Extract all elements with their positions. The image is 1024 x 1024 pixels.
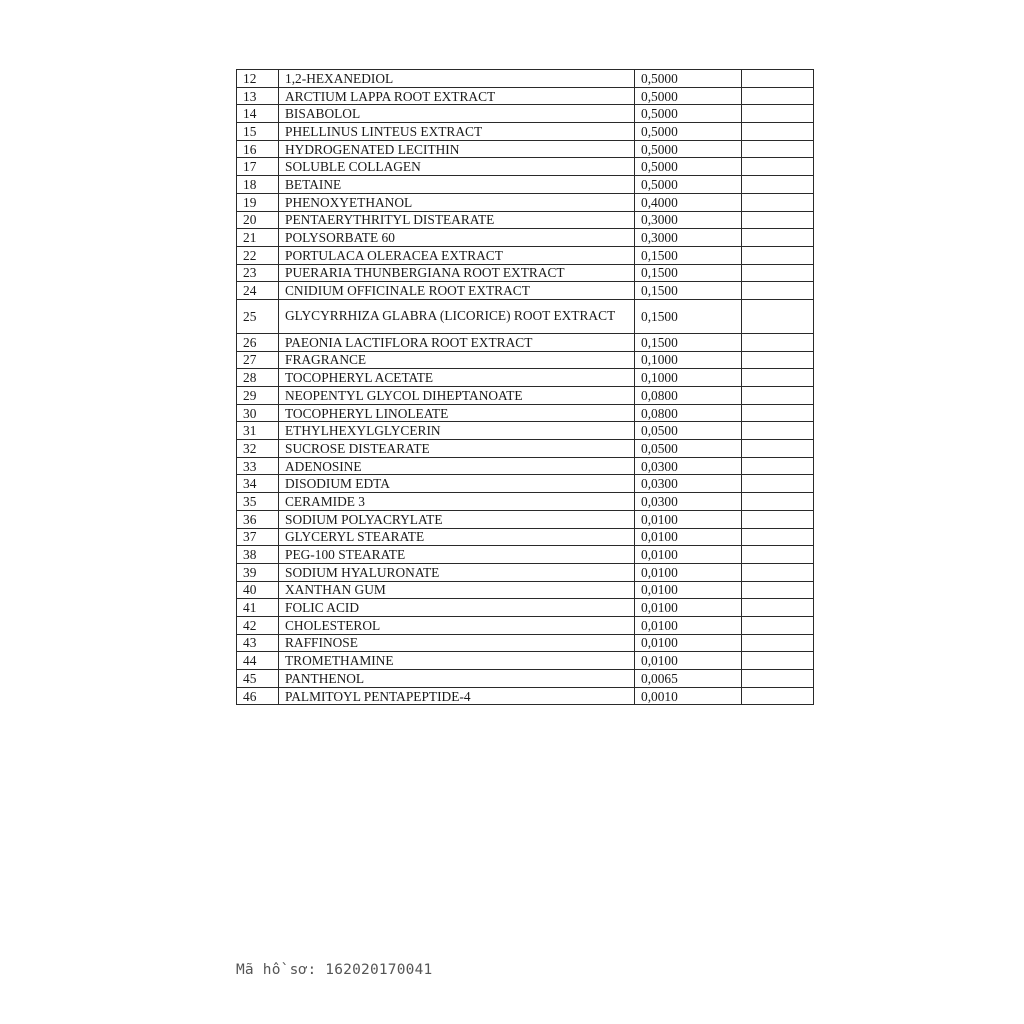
row-number-cell: 46: [237, 687, 279, 705]
amount-cell: 0,1500: [635, 264, 742, 282]
empty-cell: [742, 282, 814, 300]
amount-cell: 0,0100: [635, 616, 742, 634]
empty-cell: [742, 193, 814, 211]
amount-cell: 0,0100: [635, 546, 742, 564]
ingredients-table: [236, 69, 814, 705]
ingredient-name-cell: FOLIC ACID: [279, 599, 635, 617]
row-number-cell: 38: [237, 546, 279, 564]
amount-cell: 0,0100: [635, 563, 742, 581]
row-number-cell: 36: [237, 510, 279, 528]
empty-cell: [742, 457, 814, 475]
amount-cell: 0,5000: [635, 158, 742, 176]
ingredient-name-cell: PANTHENOL: [279, 670, 635, 688]
row-number-cell: 26: [237, 333, 279, 351]
ingredient-name-cell: CNIDIUM OFFICINALE ROOT EXTRACT: [279, 282, 635, 300]
amount-cell: 0,0065: [635, 670, 742, 688]
row-number-cell: 28: [237, 369, 279, 387]
table-row: [237, 264, 814, 282]
empty-cell: [742, 70, 814, 88]
empty-cell: [742, 616, 814, 634]
amount-cell: 0,5000: [635, 123, 742, 141]
row-number-cell: 13: [237, 87, 279, 105]
table-row: [237, 493, 814, 511]
table-row: [237, 634, 814, 652]
amount-cell: 0,0010: [635, 687, 742, 705]
row-number-cell: 45: [237, 670, 279, 688]
row-number-cell: 15: [237, 123, 279, 141]
ingredient-name-cell: SODIUM HYALURONATE: [279, 563, 635, 581]
amount-cell: 0,1000: [635, 351, 742, 369]
row-number-cell: 42: [237, 616, 279, 634]
empty-cell: [742, 369, 814, 387]
ingredient-name-cell: CERAMIDE 3: [279, 493, 635, 511]
amount-cell: 0,5000: [635, 70, 742, 88]
ingredient-name-cell: SOLUBLE COLLAGEN: [279, 158, 635, 176]
table-row: [237, 652, 814, 670]
amount-cell: 0,1500: [635, 282, 742, 300]
amount-cell: 0,4000: [635, 193, 742, 211]
empty-cell: [742, 404, 814, 422]
ingredient-name-cell: PORTULACA OLERACEA EXTRACT: [279, 246, 635, 264]
row-number-cell: 23: [237, 264, 279, 282]
ingredient-name-cell: TOCOPHERYL ACETATE: [279, 369, 635, 387]
row-number-cell: 25: [237, 299, 279, 333]
empty-cell: [742, 493, 814, 511]
amount-cell: 0,0300: [635, 493, 742, 511]
amount-cell: 0,0100: [635, 599, 742, 617]
empty-cell: [742, 246, 814, 264]
empty-cell: [742, 510, 814, 528]
empty-cell: [742, 333, 814, 351]
row-number-cell: 29: [237, 387, 279, 405]
table-row: [237, 528, 814, 546]
row-number-cell: 14: [237, 105, 279, 123]
row-number-cell: 37: [237, 528, 279, 546]
amount-cell: 0,3000: [635, 211, 742, 229]
ingredient-name-cell: SODIUM POLYACRYLATE: [279, 510, 635, 528]
ingredient-name-cell: ARCTIUM LAPPA ROOT EXTRACT: [279, 87, 635, 105]
empty-cell: [742, 299, 814, 333]
ingredient-name-cell: RAFFINOSE: [279, 634, 635, 652]
row-number-cell: 40: [237, 581, 279, 599]
row-number-cell: 16: [237, 140, 279, 158]
table-row: [237, 687, 814, 705]
amount-cell: 0,0300: [635, 475, 742, 493]
table-row: [237, 140, 814, 158]
row-number-cell: 20: [237, 211, 279, 229]
ingredient-name-cell: PUERARIA THUNBERGIANA ROOT EXTRACT: [279, 264, 635, 282]
empty-cell: [742, 158, 814, 176]
amount-cell: 0,5000: [635, 105, 742, 123]
empty-cell: [742, 387, 814, 405]
empty-cell: [742, 528, 814, 546]
ingredient-name-cell: FRAGRANCE: [279, 351, 635, 369]
amount-cell: 0,5000: [635, 87, 742, 105]
ingredient-name-cell: PAEONIA LACTIFLORA ROOT EXTRACT: [279, 333, 635, 351]
ingredient-name-cell: PENTAERYTHRITYL DISTEARATE: [279, 211, 635, 229]
table-row: [237, 546, 814, 564]
amount-cell: 0,0500: [635, 422, 742, 440]
ingredient-name-cell: PHENOXYETHANOL: [279, 193, 635, 211]
amount-cell: 0,1500: [635, 333, 742, 351]
amount-cell: 0,0800: [635, 387, 742, 405]
table-row: [237, 510, 814, 528]
amount-cell: 0,0100: [635, 581, 742, 599]
empty-cell: [742, 581, 814, 599]
table-row: [237, 333, 814, 351]
ingredient-name-cell: NEOPENTYL GLYCOL DIHEPTANOATE: [279, 387, 635, 405]
table-row: [237, 176, 814, 194]
row-number-cell: 44: [237, 652, 279, 670]
table-row: [237, 87, 814, 105]
table-body: [237, 70, 814, 705]
empty-cell: [742, 351, 814, 369]
table-row: [237, 440, 814, 458]
empty-cell: [742, 670, 814, 688]
ingredient-name-cell: TOCOPHERYL LINOLEATE: [279, 404, 635, 422]
ingredient-name-cell: XANTHAN GUM: [279, 581, 635, 599]
table-row: [237, 351, 814, 369]
table-row: [237, 158, 814, 176]
row-number-cell: 21: [237, 229, 279, 247]
amount-cell: 0,5000: [635, 140, 742, 158]
table-row: [237, 105, 814, 123]
ingredient-name-cell: DISODIUM EDTA: [279, 475, 635, 493]
amount-cell: 0,1500: [635, 246, 742, 264]
amount-cell: 0,0800: [635, 404, 742, 422]
empty-cell: [742, 229, 814, 247]
row-number-cell: 35: [237, 493, 279, 511]
row-number-cell: 24: [237, 282, 279, 300]
amount-cell: 0,0100: [635, 652, 742, 670]
ingredient-name-cell: PALMITOYL PENTAPEPTIDE-4: [279, 687, 635, 705]
table-row: [237, 581, 814, 599]
empty-cell: [742, 105, 814, 123]
amount-cell: 0,0300: [635, 457, 742, 475]
ingredient-name-cell: PEG-100 STEARATE: [279, 546, 635, 564]
empty-cell: [742, 440, 814, 458]
empty-cell: [742, 634, 814, 652]
empty-cell: [742, 264, 814, 282]
table-row: [237, 123, 814, 141]
table-row: [237, 282, 814, 300]
ingredient-name-cell: SUCROSE DISTEARATE: [279, 440, 635, 458]
row-number-cell: 12: [237, 70, 279, 88]
table-row: [237, 369, 814, 387]
row-number-cell: 32: [237, 440, 279, 458]
table-row: [237, 422, 814, 440]
row-number-cell: 30: [237, 404, 279, 422]
empty-cell: [742, 546, 814, 564]
table-row: [237, 229, 814, 247]
table-row: [237, 193, 814, 211]
table-row: [237, 211, 814, 229]
row-number-cell: 41: [237, 599, 279, 617]
ingredient-name-cell: PHELLINUS LINTEUS EXTRACT: [279, 123, 635, 141]
row-number-cell: 31: [237, 422, 279, 440]
amount-cell: 0,0100: [635, 634, 742, 652]
ingredient-name-cell: TROMETHAMINE: [279, 652, 635, 670]
amount-cell: 0,3000: [635, 229, 742, 247]
amount-cell: 0,1000: [635, 369, 742, 387]
empty-cell: [742, 87, 814, 105]
row-number-cell: 17: [237, 158, 279, 176]
empty-cell: [742, 563, 814, 581]
ingredient-name-cell: GLYCERYL STEARATE: [279, 528, 635, 546]
table-row: [237, 299, 814, 333]
empty-cell: [742, 140, 814, 158]
row-number-cell: 39: [237, 563, 279, 581]
ingredient-name-cell: POLYSORBATE 60: [279, 229, 635, 247]
empty-cell: [742, 422, 814, 440]
table-row: [237, 404, 814, 422]
ingredient-name-cell: CHOLESTEROL: [279, 616, 635, 634]
empty-cell: [742, 687, 814, 705]
empty-cell: [742, 123, 814, 141]
table-row: [237, 670, 814, 688]
table-row: [237, 457, 814, 475]
table-row: [237, 475, 814, 493]
ingredient-name-cell: HYDROGENATED LECITHIN: [279, 140, 635, 158]
ingredient-name-cell: 1,2-HEXANEDIOL: [279, 70, 635, 88]
amount-cell: 0,0500: [635, 440, 742, 458]
empty-cell: [742, 599, 814, 617]
row-number-cell: 19: [237, 193, 279, 211]
empty-cell: [742, 211, 814, 229]
table-row: [237, 616, 814, 634]
ingredient-name-cell: ADENOSINE: [279, 457, 635, 475]
row-number-cell: 33: [237, 457, 279, 475]
ingredient-name-cell: BETAINE: [279, 176, 635, 194]
ingredient-name-cell: ETHYLHEXYLGLYCERIN: [279, 422, 635, 440]
amount-cell: 0,0100: [635, 510, 742, 528]
amount-cell: 0,5000: [635, 176, 742, 194]
table-row: [237, 563, 814, 581]
row-number-cell: 27: [237, 351, 279, 369]
table-row: [237, 599, 814, 617]
amount-cell: 0,0100: [635, 528, 742, 546]
amount-cell: 0,1500: [635, 299, 742, 333]
row-number-cell: 18: [237, 176, 279, 194]
ingredient-name-cell: BISABOLOL: [279, 105, 635, 123]
document-code: Mã hồ sơ: 162020170041: [236, 962, 433, 978]
empty-cell: [742, 176, 814, 194]
empty-cell: [742, 652, 814, 670]
table-row: [237, 70, 814, 88]
empty-cell: [742, 475, 814, 493]
table-row: [237, 387, 814, 405]
row-number-cell: 34: [237, 475, 279, 493]
ingredient-name-cell: GLYCYRRHIZA GLABRA (LICORICE) ROOT EXTRACT: [279, 299, 635, 333]
row-number-cell: 22: [237, 246, 279, 264]
row-number-cell: 43: [237, 634, 279, 652]
table-row: [237, 246, 814, 264]
